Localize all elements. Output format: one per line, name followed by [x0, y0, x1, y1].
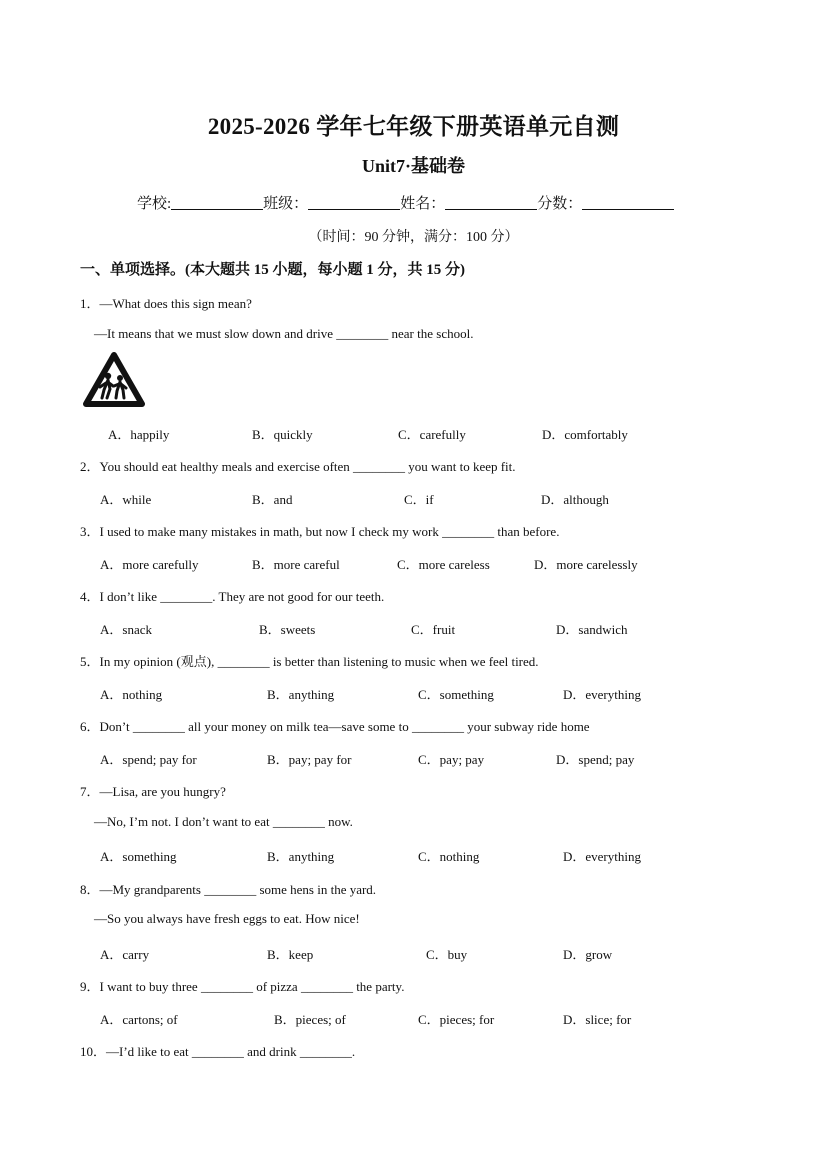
q2-option-d[interactable]: D．although [541, 492, 609, 507]
question-2-line-1: 2．You should eat healthy meals and exercise often ________ you want to keep fit. [80, 459, 516, 474]
q1-option-c[interactable]: C．carefully [398, 427, 466, 442]
question-1-line-2: —It means that we must slow down and drive ________ near the school. [94, 326, 474, 341]
name-label: 姓名： [400, 196, 446, 212]
time-note: （时间：90 分钟，满分：100 分） [308, 230, 519, 245]
score-blank[interactable] [582, 195, 674, 210]
question-10-line-1: 10．—I’d like to eat ________ and drink ________. [80, 1044, 356, 1059]
q3-option-d[interactable]: D．more carelessly [534, 557, 638, 572]
school-label: 学校: [137, 196, 172, 212]
name-blank[interactable] [445, 195, 537, 210]
question-7-line-2: —No, I’m not. I don’t want to eat ________ now. [94, 814, 353, 829]
page-subtitle: Unit7·基础卷 [361, 156, 465, 176]
q2-option-a[interactable]: A．while [100, 492, 152, 507]
q6-option-c[interactable]: C．pay; pay [418, 752, 485, 767]
student-info-line [137, 192, 674, 213]
q1-option-a[interactable]: A．happily [108, 427, 170, 442]
q7-option-c[interactable]: C．nothing [418, 849, 480, 864]
question-7-line-1: 7．—Lisa, are you hungry? [80, 784, 226, 799]
school-blank[interactable] [171, 195, 263, 210]
q6-option-d[interactable]: D．spend; pay [556, 752, 635, 767]
page-title: 2025-2026 学年七年级下册英语单元自测 [207, 114, 620, 139]
q8-option-d[interactable]: D．grow [563, 947, 613, 962]
score-label: 分数： [537, 196, 583, 212]
question-3-line-1: 3．I used to make many mistakes in math, but now I check my work ________ than before. [80, 524, 560, 539]
q6-option-a[interactable]: A．spend; pay for [100, 752, 197, 767]
q1-option-b[interactable]: B．quickly [252, 427, 313, 442]
q9-option-c[interactable]: C．pieces; for [418, 1012, 495, 1027]
question-4-line-1: 4．I don’t like ________. They are not good for our teeth. [80, 589, 385, 604]
section-heading: 一、单项选择。(本大题共 15 小题，每小题 1 分，共 15 分) [80, 262, 465, 278]
class-label: 班级： [263, 196, 309, 212]
q6-option-b[interactable]: B．pay; pay for [267, 752, 352, 767]
q5-option-a[interactable]: A．nothing [100, 687, 163, 702]
q7-option-d[interactable]: D．everything [563, 849, 641, 864]
question-1-line-1: 1．—What does this sign mean? [80, 296, 252, 311]
question-8-line-2: —So you always have fresh eggs to eat. How nice! [94, 911, 360, 926]
q5-option-d[interactable]: D．everything [563, 687, 641, 702]
q4-option-c[interactable]: C．fruit [411, 622, 456, 637]
q7-option-a[interactable]: A．something [100, 849, 177, 864]
q3-option-b[interactable]: B．more careful [252, 557, 340, 572]
q4-option-d[interactable]: D．sandwich [556, 622, 628, 637]
q2-option-c[interactable]: C．if [404, 492, 434, 507]
q8-option-c[interactable]: C．buy [426, 947, 468, 962]
q7-option-b[interactable]: B．anything [267, 849, 335, 864]
question-5-line-1: 5．In my opinion (观点), ________ is better than listening to music when we feel tired. [80, 654, 539, 669]
class-blank[interactable] [308, 195, 400, 210]
q9-option-b[interactable]: B．pieces; of [274, 1012, 346, 1027]
q8-option-a[interactable]: A．carry [100, 947, 150, 962]
q5-option-c[interactable]: C．something [418, 687, 494, 702]
question-8-line-1: 8．—My grandparents ________ some hens in the yard. [80, 882, 377, 897]
q4-option-a[interactable]: A．snack [100, 622, 152, 637]
q2-option-b[interactable]: B．and [252, 492, 293, 507]
q3-option-a[interactable]: A．more carefully [100, 557, 199, 572]
q9-option-d[interactable]: D．slice; for [563, 1012, 632, 1027]
school-crossing-sign-icon [83, 352, 145, 408]
q3-option-c[interactable]: C．more careless [397, 557, 490, 572]
question-9-line-1: 9．I want to buy three ________ of pizza ________ the party. [80, 979, 405, 994]
q1-option-d[interactable]: D．comfortably [542, 427, 628, 442]
question-6-line-1: 6．Don’t ________ all your money on milk tea—save some to ________ your subway ride home [80, 719, 590, 734]
q4-option-b[interactable]: B．sweets [259, 622, 316, 637]
q8-option-b[interactable]: B．keep [267, 947, 314, 962]
q5-option-b[interactable]: B．anything [267, 687, 335, 702]
q9-option-a[interactable]: A．cartons; of [100, 1012, 178, 1027]
